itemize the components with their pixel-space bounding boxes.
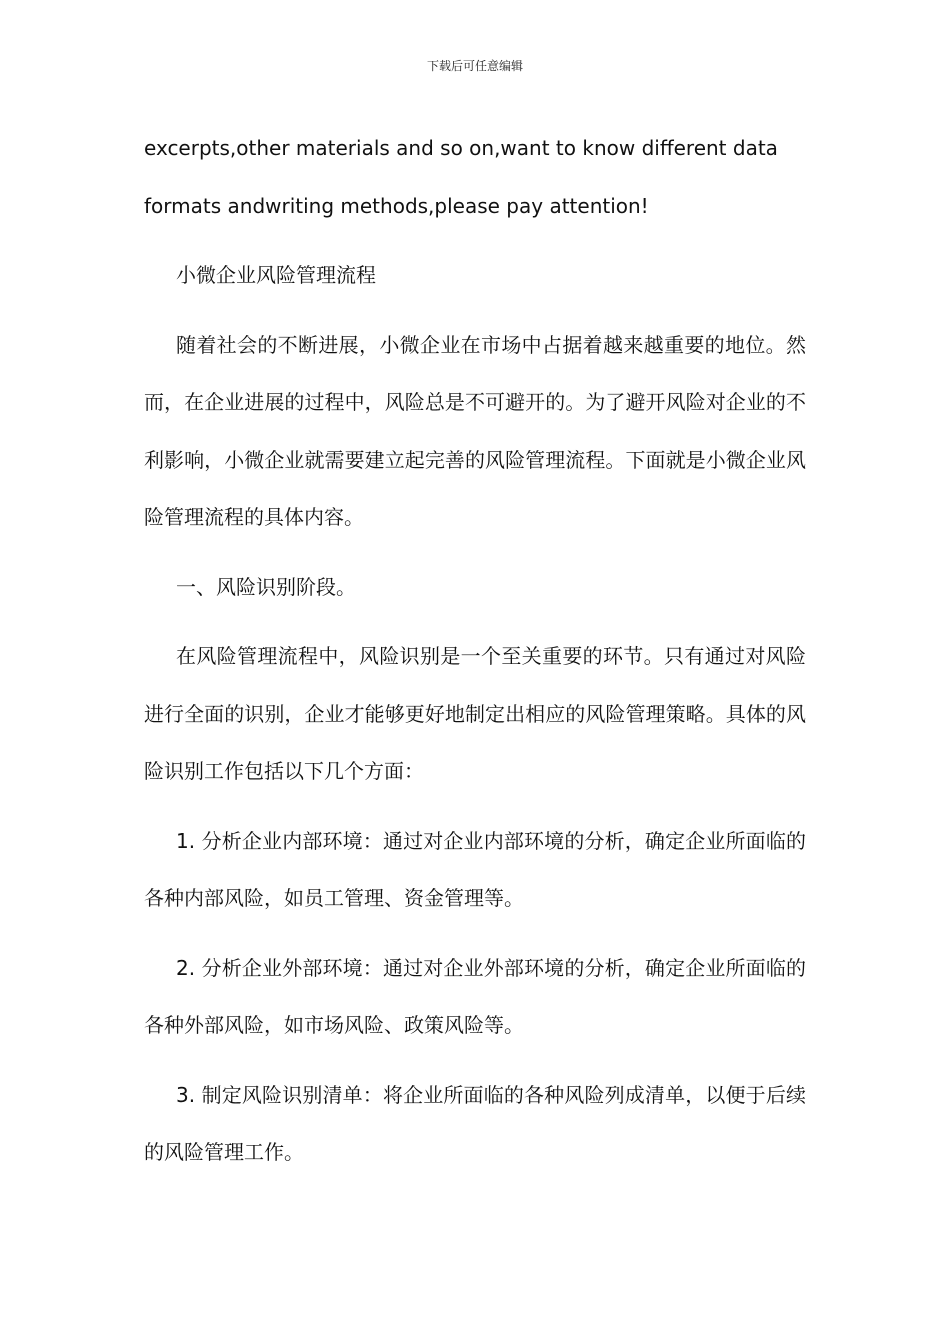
heading-risk-identification: 一、风险识别阶段。 — [176, 574, 356, 599]
page-header: 下载后可任意编辑 — [426, 59, 523, 73]
section-title: 小微企业风险管理流程 — [176, 263, 376, 287]
list-item-2: 2. 分析企业外部环境：通过对企业外部环境的分析，确定企业所面临的各种外部风险，如市场风险、政策风险等。 — [144, 955, 806, 1037]
list-item-1: 1. 分析企业内部环境：通过对企业内部环境的分析，确定企业所面临的各种内部风险，如员工管理、资金管理等。 — [144, 828, 806, 910]
paragraph-risk-identification: 在风险管理流程中，风险识别是一个至关重要的环节。只有通过对风险进行全面的识别，企业才能够更好地制定出相应的风险管理策略。具体的风险识别工作包括以下几个方面： — [144, 644, 806, 783]
paragraph-overview: 随着社会的不断进展，小微企业在市场中占据着越来越重要的地位。然而，在企业进展的过程中，风险总是不可避开的。为了避开风险对企业的不利影响，小微企业就需要建立起完善的风险管理流程。下面就是小微企业风险管理流程的具体内容。 — [144, 332, 806, 529]
list-item-3: 3. 制定风险识别清单：将企业所面临的各种风险列成清单，以便于后续的风险管理工作。 — [144, 1082, 806, 1164]
paragraph-intro-english: excerpts,other materials and so on,want to know different data formats andwriting methods,please pay attention! — [144, 136, 778, 218]
document-body — [144, 120, 806, 1182]
